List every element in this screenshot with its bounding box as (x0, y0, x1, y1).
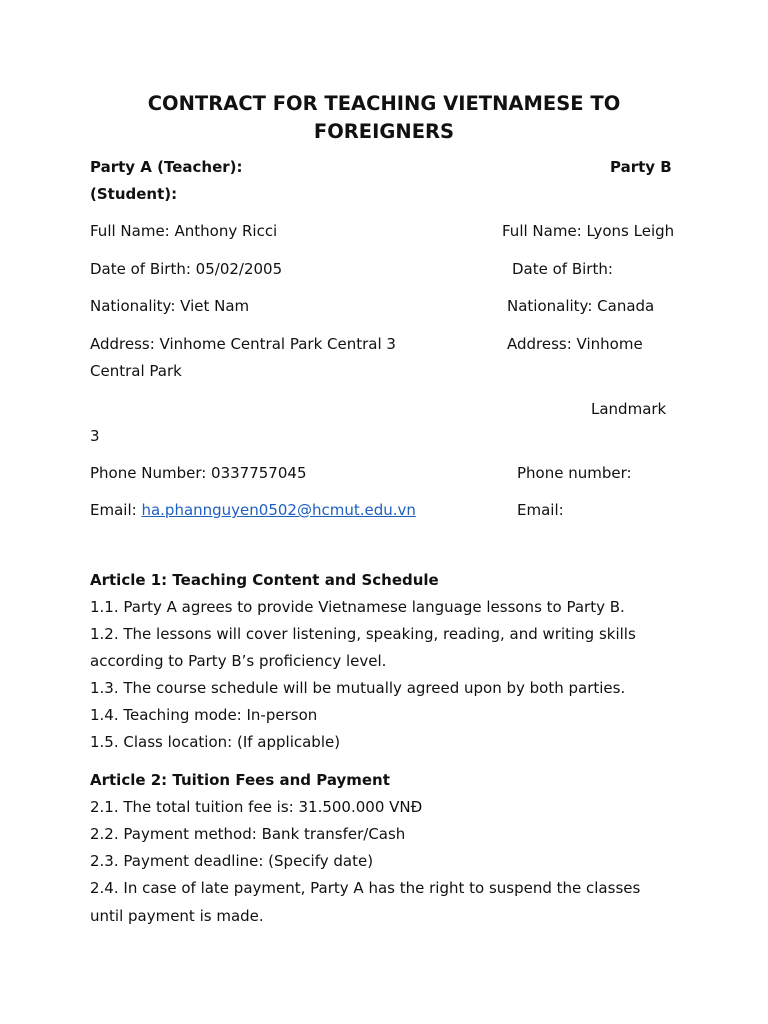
article-1-item: 1.5. Class location: (If applicable) (90, 733, 341, 751)
article-1-heading: Article 1: Teaching Content and Schedule (90, 571, 439, 589)
article-1-item: 1.2. The lessons will cover listening, speaking, reading, and writing skills (90, 625, 636, 643)
article-2-item: 2.1. The total tuition fee is: 31.500.000 VNĐ (90, 798, 423, 816)
email-label: Email: (90, 501, 137, 519)
party-b-heading-cont: (Student): (90, 185, 178, 203)
party-b-phone: Phone number: (517, 464, 632, 482)
party-b-heading: Party B (610, 158, 672, 176)
article-2-heading: Article 2: Tuition Fees and Payment (90, 771, 390, 789)
party-b-email: Email: (517, 501, 564, 519)
party-a-dob: Date of Birth: 05/02/2005 (90, 260, 283, 278)
party-a-email (90, 501, 416, 519)
party-b-full-name: Full Name: Lyons Leigh (502, 222, 675, 240)
article-1-item: 1.4. Teaching mode: In-person (90, 706, 318, 724)
article-2-item: until payment is made. (90, 907, 264, 925)
party-b-nationality: Nationality: Canada (507, 297, 655, 315)
title-line-2: FOREIGNERS (313, 120, 455, 143)
article-2-item: 2.3. Payment deadline: (Specify date) (90, 852, 374, 870)
party-a-full-name: Full Name: Anthony Ricci (90, 222, 278, 240)
party-a-nationality: Nationality: Viet Nam (90, 297, 250, 315)
article-1-item: 1.1. Party A agrees to provide Vietnamese language lessons to Party B. (90, 598, 625, 616)
party-b-dob: Date of Birth: (512, 260, 613, 278)
party-a-heading: Party A (Teacher): (90, 158, 243, 176)
contract-title (0, 90, 768, 146)
party-b-address: Address: Vinhome (507, 335, 643, 353)
article-1-item: 1.3. The course schedule will be mutually agreed upon by both parties. (90, 679, 626, 697)
party-a-address: Address: Vinhome Central Park Central 3 (90, 335, 396, 353)
title-line-1: CONTRACT FOR TEACHING VIETNAMESE TO (147, 92, 621, 115)
article-2-item: 2.2. Payment method: Bank transfer/Cash (90, 825, 406, 843)
article-2-item: 2.4. In case of late payment, Party A has the right to suspend the classes (90, 879, 641, 897)
address-continuation: Central Park (90, 362, 182, 380)
party-a-phone: Phone Number: 0337757045 (90, 464, 307, 482)
email-link[interactable]: ha.phannguyen0502@hcmut.edu.vn (141, 501, 416, 519)
address-landmark: Landmark (591, 400, 667, 418)
address-number: 3 (90, 427, 100, 445)
article-1-item: according to Party B’s proficiency level. (90, 652, 387, 670)
